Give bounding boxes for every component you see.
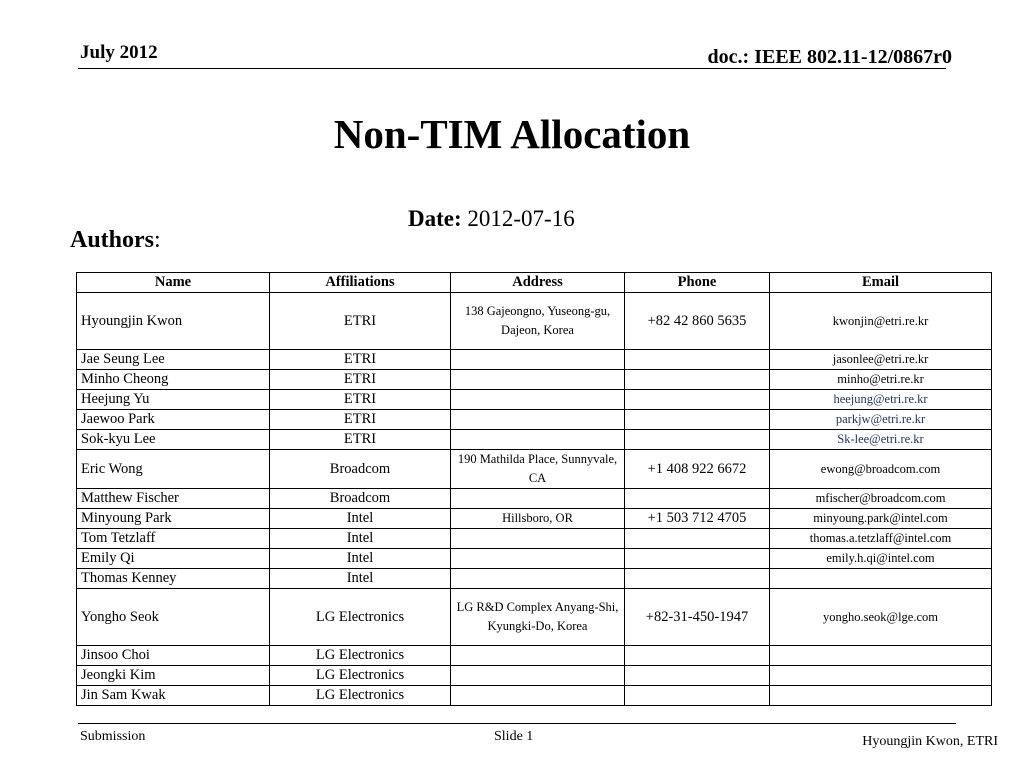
table-row — [77, 450, 992, 489]
table-row — [77, 666, 992, 686]
date-line — [408, 206, 575, 232]
author-name: Jinsoo Choi — [77, 646, 270, 666]
author-affiliation: Broadcom — [270, 450, 451, 489]
author-affiliation: ETRI — [270, 410, 451, 430]
author-address: Hillsboro, OR — [451, 509, 625, 529]
footer-slide-number: Slide 1 — [494, 729, 534, 744]
author-affiliation: Intel — [270, 569, 451, 589]
author-email: ewong@broadcom.com — [770, 450, 992, 489]
author-email — [770, 569, 992, 589]
author-affiliation: Intel — [270, 529, 451, 549]
author-address — [451, 666, 625, 686]
author-address — [451, 549, 625, 569]
header-date: July 2012 — [80, 42, 158, 63]
author-affiliation: ETRI — [270, 350, 451, 370]
authors-table-body — [77, 293, 992, 706]
author-phone — [625, 390, 770, 410]
column-header-address: Address — [451, 273, 625, 293]
author-address — [451, 410, 625, 430]
author-phone: +1 408 922 6672 — [625, 450, 770, 489]
table-row — [77, 569, 992, 589]
author-address — [451, 529, 625, 549]
author-phone — [625, 646, 770, 666]
author-name: Matthew Fischer — [77, 489, 270, 509]
author-name: Minyoung Park — [77, 509, 270, 529]
author-name: Minho Cheong — [77, 370, 270, 390]
author-phone — [625, 686, 770, 706]
author-affiliation: ETRI — [270, 370, 451, 390]
author-phone — [625, 370, 770, 390]
author-affiliation: ETRI — [270, 293, 451, 350]
author-phone — [625, 529, 770, 549]
author-affiliation: Intel — [270, 549, 451, 569]
author-address — [451, 390, 625, 410]
table-row — [77, 686, 992, 706]
column-header-name: Name — [77, 273, 270, 293]
author-name: Jeongki Kim — [77, 666, 270, 686]
author-affiliation: LG Electronics — [270, 666, 451, 686]
header-doc-id: doc.: IEEE 802.11-12/0867r0 — [707, 46, 952, 68]
author-affiliation: LG Electronics — [270, 589, 451, 646]
authors-colon: : — [154, 227, 161, 253]
author-name: Tom Tetzlaff — [77, 529, 270, 549]
footer-submission: Submission — [80, 729, 146, 744]
author-address — [451, 430, 625, 450]
table-header-row — [77, 273, 992, 293]
authors-label: Authors — [70, 227, 155, 253]
author-email: kwonjin@etri.re.kr — [770, 293, 992, 350]
author-name: Yongho Seok — [77, 589, 270, 646]
header-divider — [78, 68, 946, 69]
author-email — [770, 646, 992, 666]
column-header-email: Email — [770, 273, 992, 293]
author-name: Jaewoo Park — [77, 410, 270, 430]
table-row — [77, 549, 992, 569]
table-row — [77, 430, 992, 450]
table-row — [77, 293, 992, 350]
author-affiliation: Broadcom — [270, 489, 451, 509]
author-address — [451, 686, 625, 706]
author-name: Sok-kyu Lee — [77, 430, 270, 450]
author-affiliation: Intel — [270, 509, 451, 529]
author-phone — [625, 410, 770, 430]
author-phone: +82 42 860 5635 — [625, 293, 770, 350]
author-email: Sk-lee@etri.re.kr — [770, 430, 992, 450]
author-email: minho@etri.re.kr — [770, 370, 992, 390]
author-phone — [625, 489, 770, 509]
column-header-phone: Phone — [625, 273, 770, 293]
author-phone — [625, 549, 770, 569]
author-address: 190 Mathilda Place, Sunnyvale, CA — [451, 450, 625, 489]
author-email — [770, 666, 992, 686]
author-address — [451, 370, 625, 390]
author-phone: +82-31-450-1947 — [625, 589, 770, 646]
author-affiliation: LG Electronics — [270, 686, 451, 706]
author-email: minyoung.park@intel.com — [770, 509, 992, 529]
author-address: 138 Gajeongno, Yuseong-gu, Dajeon, Korea — [451, 293, 625, 350]
author-name: Hyoungjin Kwon — [77, 293, 270, 350]
author-affiliation: ETRI — [270, 430, 451, 450]
author-phone — [625, 430, 770, 450]
author-phone — [625, 569, 770, 589]
table-row — [77, 390, 992, 410]
author-name: Eric Wong — [77, 450, 270, 489]
table-row — [77, 489, 992, 509]
table-row — [77, 410, 992, 430]
author-affiliation: LG Electronics — [270, 646, 451, 666]
author-email: parkjw@etri.re.kr — [770, 410, 992, 430]
author-email: yongho.seok@lge.com — [770, 589, 992, 646]
date-label: Date: — [408, 206, 462, 231]
authors-heading — [70, 227, 161, 254]
authors-table — [76, 272, 992, 706]
author-phone: +1 503 712 4705 — [625, 509, 770, 529]
author-email: heejung@etri.re.kr — [770, 390, 992, 410]
table-row — [77, 350, 992, 370]
author-name: Jin Sam Kwak — [77, 686, 270, 706]
table-row — [77, 509, 992, 529]
author-email: thomas.a.tetzlaff@intel.com — [770, 529, 992, 549]
author-email — [770, 686, 992, 706]
table-row — [77, 370, 992, 390]
slide-title: Non-TIM Allocation — [333, 111, 691, 157]
author-email: mfischer@broadcom.com — [770, 489, 992, 509]
column-header-affiliations: Affiliations — [270, 273, 451, 293]
author-affiliation: ETRI — [270, 390, 451, 410]
table-row — [77, 529, 992, 549]
author-address — [451, 350, 625, 370]
author-address — [451, 489, 625, 509]
table-row — [77, 646, 992, 666]
author-name: Emily Qi — [77, 549, 270, 569]
author-name: Jae Seung Lee — [77, 350, 270, 370]
author-address — [451, 569, 625, 589]
author-name: Heejung Yu — [77, 390, 270, 410]
author-email: emily.h.qi@intel.com — [770, 549, 992, 569]
author-phone — [625, 666, 770, 686]
author-address — [451, 646, 625, 666]
author-email: jasonlee@etri.re.kr — [770, 350, 992, 370]
date-value: 2012-07-16 — [467, 206, 575, 231]
footer-author: Hyoungjin Kwon, ETRI — [862, 734, 998, 749]
table-row — [77, 589, 992, 646]
author-name: Thomas Kenney — [77, 569, 270, 589]
author-phone — [625, 350, 770, 370]
author-address: LG R&D Complex Anyang-Shi, Kyungki-Do, Korea — [451, 589, 625, 646]
footer-divider — [78, 723, 956, 724]
